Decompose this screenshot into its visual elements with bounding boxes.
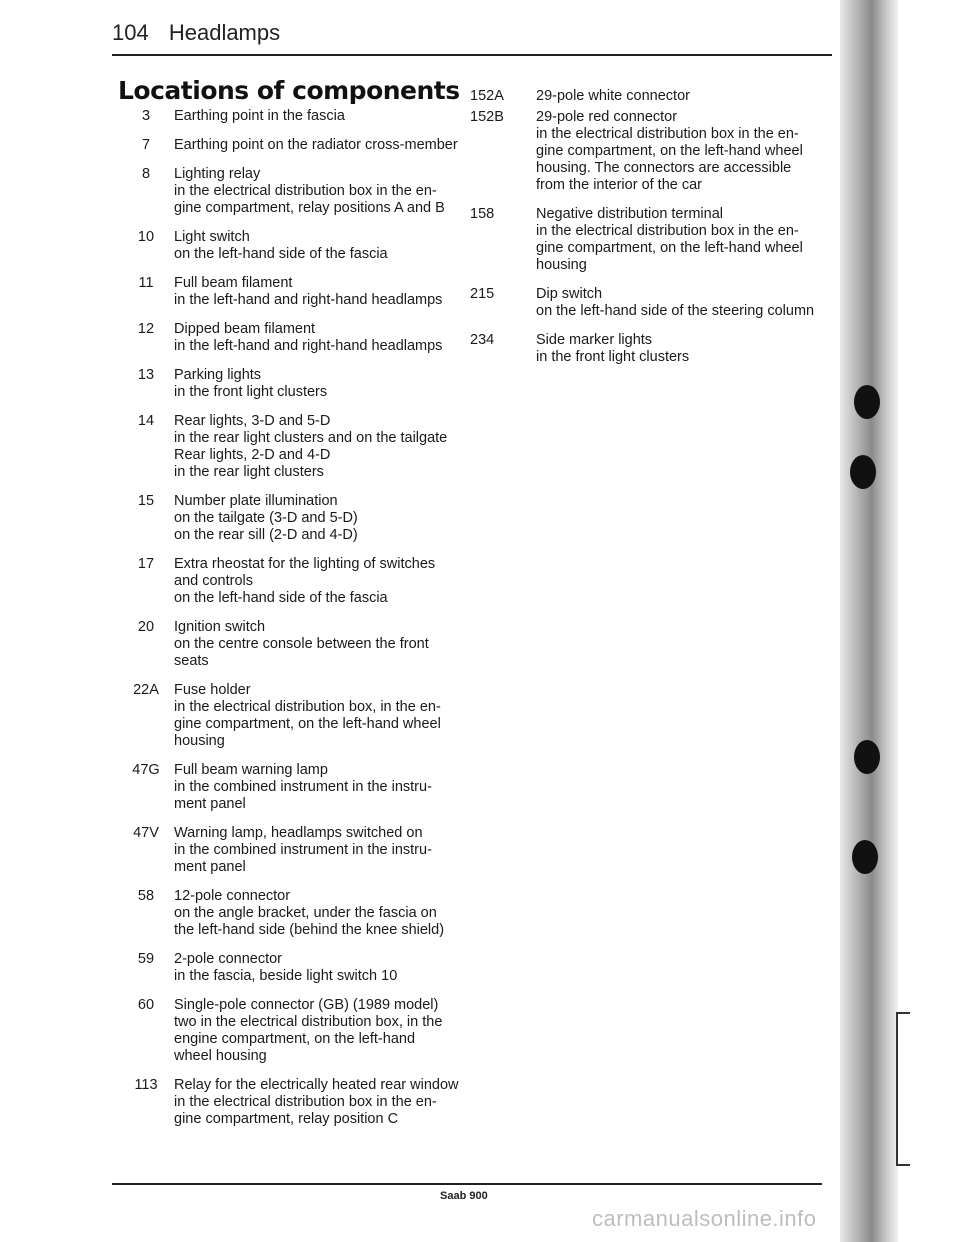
component-code: 8 — [141, 166, 151, 182]
component-entry — [118, 413, 468, 481]
component-description — [174, 997, 468, 1065]
component-entry — [470, 109, 850, 194]
description-line: gine compartment, on the left-hand wheel — [174, 716, 441, 732]
section-title: Locations of components — [118, 76, 460, 105]
component-description — [536, 88, 850, 105]
description-line: gine compartment, relay positions A and B — [174, 200, 445, 216]
component-code: 3 — [141, 108, 151, 124]
component-code: 60 — [137, 997, 155, 1013]
description-line: on the left-hand side of the steering column — [536, 303, 815, 319]
description-line: wheel housing — [174, 1048, 267, 1064]
component-description — [536, 332, 850, 366]
component-entry — [118, 825, 468, 876]
header-rule — [112, 54, 832, 56]
description-line: 29-pole white connector — [536, 88, 690, 104]
description-line: 12-pole connector — [174, 888, 291, 904]
component-description — [536, 109, 850, 194]
component-entry — [470, 206, 850, 274]
component-entry — [470, 332, 850, 366]
component-entry — [118, 682, 468, 750]
description-line: ment panel — [174, 796, 246, 812]
page-number: 104 — [112, 20, 149, 45]
component-description — [174, 951, 468, 985]
description-line: Light switch — [174, 229, 250, 245]
description-line: in the electrical distribution box in the en- — [536, 223, 799, 239]
description-line: in the left-hand and right-hand headlamps — [174, 292, 443, 308]
description-line: Lighting relay — [174, 166, 261, 182]
watermark: carmanualsonline.info — [592, 1206, 817, 1231]
description-line: the left-hand side (behind the knee shield) — [174, 922, 445, 938]
description-line: on the tailgate (3-D and 5-D) — [174, 510, 358, 526]
component-entry — [118, 166, 468, 217]
component-code: 113 — [134, 1077, 158, 1093]
component-description — [174, 556, 468, 607]
component-entry — [118, 367, 468, 401]
margin-bracket — [896, 1012, 910, 1166]
component-description — [174, 108, 468, 125]
description-line: housing — [536, 257, 587, 273]
description-line: on the centre console between the front — [174, 636, 429, 652]
component-code: 158 — [470, 206, 495, 222]
binding-edge-shadow — [840, 0, 898, 1242]
component-code: 20 — [137, 619, 155, 635]
component-code: 12 — [137, 321, 155, 337]
component-code: 47V — [133, 825, 159, 841]
description-line: in the combined instrument in the instru- — [174, 842, 432, 858]
component-code: 58 — [137, 888, 155, 904]
component-code: 47G — [132, 762, 160, 778]
description-line: Fuse holder — [174, 682, 251, 698]
component-code: 152B — [470, 109, 504, 125]
description-line: ment panel — [174, 859, 246, 875]
description-line: in the front light clusters — [174, 384, 328, 400]
description-line: Side marker lights — [536, 332, 653, 348]
component-entry — [118, 556, 468, 607]
description-line: Number plate illumination — [174, 493, 338, 509]
description-line: in the fascia, beside light switch 10 — [174, 968, 398, 984]
description-line: in the combined instrument in the instru- — [174, 779, 432, 795]
description-line: Rear lights, 2-D and 4-D — [174, 447, 331, 463]
component-description — [174, 682, 468, 750]
component-description — [174, 825, 468, 876]
component-code: 234 — [470, 332, 495, 348]
component-entry — [470, 286, 850, 320]
component-code: 59 — [137, 951, 155, 967]
component-code: 215 — [470, 286, 495, 302]
description-line: on the angle bracket, under the fascia on — [174, 905, 437, 921]
description-line: Warning lamp, headlamps switched on — [174, 825, 423, 841]
description-line: gine compartment, on the left-hand wheel — [536, 240, 803, 256]
description-line: housing — [174, 733, 225, 749]
component-description — [174, 275, 468, 309]
component-code: 15 — [137, 493, 155, 509]
description-line: two in the electrical distribution box, in the — [174, 1014, 443, 1030]
page-header — [112, 20, 280, 46]
description-line: Extra rheostat for the lighting of switches — [174, 556, 436, 572]
component-description — [536, 286, 850, 320]
component-entry — [118, 493, 468, 544]
description-line: and controls — [174, 573, 253, 589]
component-description — [174, 1077, 468, 1128]
footer-label: Saab 900 — [440, 1190, 488, 1202]
description-line: on the left-hand side of the fascia — [174, 590, 388, 606]
component-code: 7 — [141, 137, 151, 153]
right-column — [470, 88, 850, 378]
component-description — [174, 493, 468, 544]
description-line: in the rear light clusters — [174, 464, 324, 480]
component-code: 10 — [137, 229, 155, 245]
description-line: in the rear light clusters and on the tailgate — [174, 430, 448, 446]
component-entry — [118, 888, 468, 939]
description-line: in the left-hand and right-hand headlamps — [174, 338, 443, 354]
punch-hole — [854, 385, 880, 419]
description-line: Full beam warning lamp — [174, 762, 328, 778]
component-code: 13 — [137, 367, 155, 383]
component-entry — [118, 951, 468, 985]
description-line: engine compartment, on the left-hand — [174, 1031, 416, 1047]
component-entry — [470, 88, 850, 105]
component-description — [174, 413, 468, 481]
description-line: Earthing point on the radiator cross-member — [174, 137, 458, 153]
description-line: in the electrical distribution box in the en- — [174, 183, 437, 199]
description-line: in the electrical distribution box in the en- — [536, 126, 799, 142]
footer-rule — [112, 1183, 822, 1185]
component-description — [174, 229, 468, 263]
component-description — [174, 619, 468, 670]
description-line: in the electrical distribution box in the en- — [174, 1094, 437, 1110]
description-line: gine compartment, relay position C — [174, 1111, 399, 1127]
description-line: Relay for the electrically heated rear window — [174, 1077, 459, 1093]
description-line: in the electrical distribution box, in the en- — [174, 699, 441, 715]
component-description — [174, 321, 468, 355]
component-description — [174, 888, 468, 939]
description-line: Rear lights, 3-D and 5-D — [174, 413, 331, 429]
description-line: in the front light clusters — [536, 349, 690, 365]
description-line: seats — [174, 653, 209, 669]
component-entry — [118, 762, 468, 813]
description-line: from the interior of the car — [536, 177, 703, 193]
component-entry — [118, 321, 468, 355]
punch-hole — [850, 455, 876, 489]
component-description — [174, 166, 468, 217]
component-entry — [118, 108, 468, 125]
component-code: 22A — [133, 682, 159, 698]
component-entry — [118, 229, 468, 263]
description-line: Ignition switch — [174, 619, 266, 635]
description-line: gine compartment, on the left-hand wheel — [536, 143, 803, 159]
description-line: Parking lights — [174, 367, 262, 383]
punch-hole — [854, 740, 880, 774]
component-entry — [118, 275, 468, 309]
component-description — [536, 206, 850, 274]
component-code: 152A — [470, 88, 504, 104]
description-line: on the rear sill (2-D and 4-D) — [174, 527, 358, 543]
component-description — [174, 762, 468, 813]
component-code: 14 — [137, 413, 155, 429]
description-line: 2-pole connector — [174, 951, 283, 967]
component-entry — [118, 1077, 468, 1128]
component-entry — [118, 619, 468, 670]
component-code: 17 — [137, 556, 155, 572]
description-line: Dipped beam filament — [174, 321, 316, 337]
description-line: Full beam filament — [174, 275, 293, 291]
description-line: housing. The connectors are accessible — [536, 160, 792, 176]
description-line: on the left-hand side of the fascia — [174, 246, 388, 262]
left-column — [118, 108, 468, 1140]
description-line: 29-pole red connector — [536, 109, 678, 125]
component-entry — [118, 137, 468, 154]
component-description — [174, 137, 468, 154]
description-line: Dip switch — [536, 286, 603, 302]
description-line: Single-pole connector (GB) (1989 model) — [174, 997, 439, 1013]
description-line: Earthing point in the fascia — [174, 108, 345, 124]
component-description — [174, 367, 468, 401]
punch-hole — [852, 840, 878, 874]
component-code: 11 — [138, 275, 154, 291]
page-title: Headlamps — [168, 20, 281, 45]
component-entry — [118, 997, 468, 1065]
description-line: Negative distribution terminal — [536, 206, 723, 222]
